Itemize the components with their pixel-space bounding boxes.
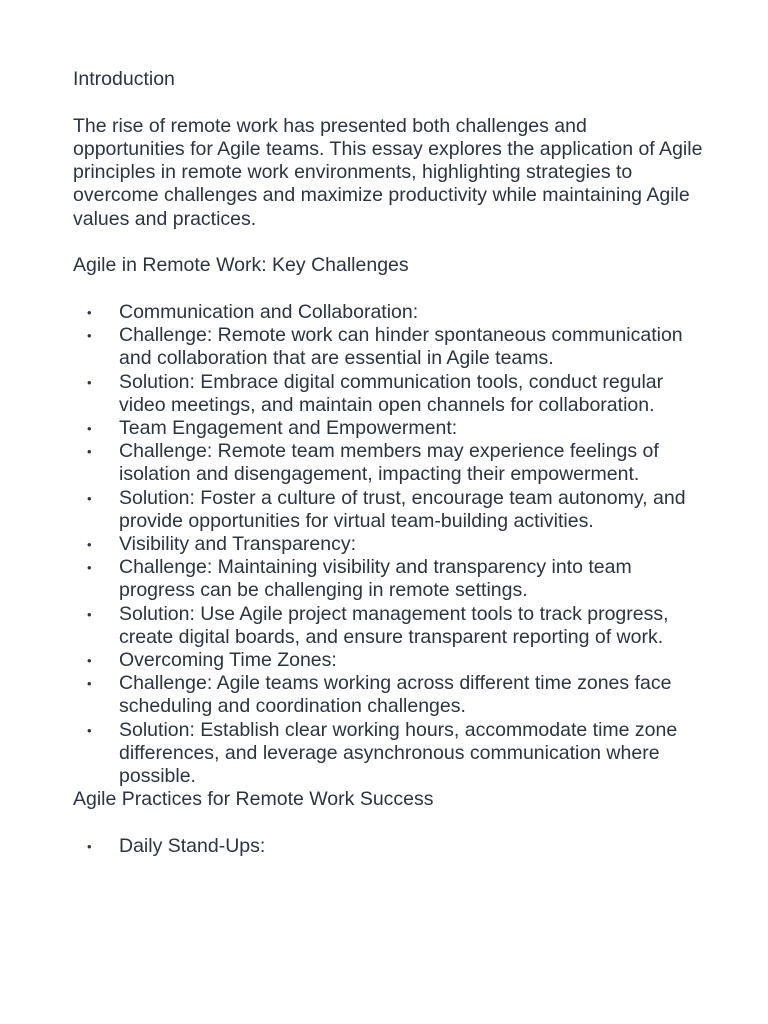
list-item-text: Communication and Collaboration: <box>119 300 419 323</box>
list-item <box>73 835 703 858</box>
bullet-icon: • <box>87 560 92 576</box>
list-item <box>73 371 703 417</box>
bullet-icon: • <box>87 838 92 854</box>
list-item-text: Challenge: Remote team members may experience feelings of isolation and disengagement, impacting their empowerment. <box>119 440 659 486</box>
list-item-text: Visibility and Transparency: <box>119 532 357 555</box>
list-item-text: Overcoming Time Zones: <box>119 648 337 671</box>
list-item <box>73 719 703 789</box>
list-item-text: Solution: Establish clear working hours, accommodate time zone differences, and leverage asynchronous communication where possible. <box>119 718 678 787</box>
list-item <box>73 324 703 370</box>
practices-heading: Agile Practices for Remote Work Success <box>73 788 434 811</box>
list-item-text: Daily Stand-Ups: <box>119 834 266 857</box>
list-item-text: Challenge: Maintaining visibility and transparency into team progress can be challenging in remote settings. <box>119 556 632 602</box>
list-item-text: Challenge: Remote work can hinder spontaneous communication and collaboration that are essential in Agile teams. <box>119 324 683 370</box>
spacer <box>73 811 703 835</box>
list-item-text: Solution: Use Agile project management tools to track progress, create digital boards, and ensure transparent reporting of work. <box>119 602 669 648</box>
bullet-icon: • <box>87 420 92 436</box>
list-item-text: Solution: Embrace digital communication tools, conduct regular video meetings, and maintain open channels for collaboration. <box>119 370 664 416</box>
bullet-icon: • <box>87 490 92 506</box>
bullet-icon: • <box>87 536 92 552</box>
list-item <box>73 533 703 556</box>
bullet-icon: • <box>87 304 92 320</box>
bullet-icon: • <box>87 676 92 692</box>
list-item <box>73 556 703 602</box>
list-item-text: Challenge: Agile teams working across different time zones face scheduling and coordination challenges. <box>119 672 672 718</box>
challenges-heading: Agile in Remote Work: Key Challenges <box>73 254 409 277</box>
list-item-text: Solution: Foster a culture of trust, encourage team autonomy, and provide opportunities for virtual team-building activities. <box>119 486 686 532</box>
intro-heading: Introduction <box>73 68 175 90</box>
list-item-text: Team Engagement and Empowerment: <box>119 416 458 439</box>
bullet-icon: • <box>87 652 92 668</box>
list-item <box>73 440 703 486</box>
spacer <box>73 91 703 115</box>
practices-list <box>73 835 703 858</box>
list-item <box>73 301 703 324</box>
bullet-icon: • <box>87 444 92 460</box>
document-page <box>73 68 703 858</box>
list-item <box>73 417 703 440</box>
challenges-list <box>73 301 703 788</box>
intro-paragraph: The rise of remote work has presented both challenges and opportunities for Agile teams. This essay explores the application of Agile principles in remote work environments, highlighting strategies to overcome challenges and maximize productivity while maintaining Agile values and practices. <box>73 114 703 230</box>
bullet-icon: • <box>87 606 92 622</box>
list-item <box>73 649 703 672</box>
bullet-icon: • <box>87 328 92 344</box>
list-item <box>73 672 703 718</box>
list-item <box>73 487 703 533</box>
bullet-icon: • <box>87 374 92 390</box>
bullet-icon: • <box>87 722 92 738</box>
list-item <box>73 603 703 649</box>
spacer <box>73 277 703 301</box>
spacer <box>73 231 703 255</box>
